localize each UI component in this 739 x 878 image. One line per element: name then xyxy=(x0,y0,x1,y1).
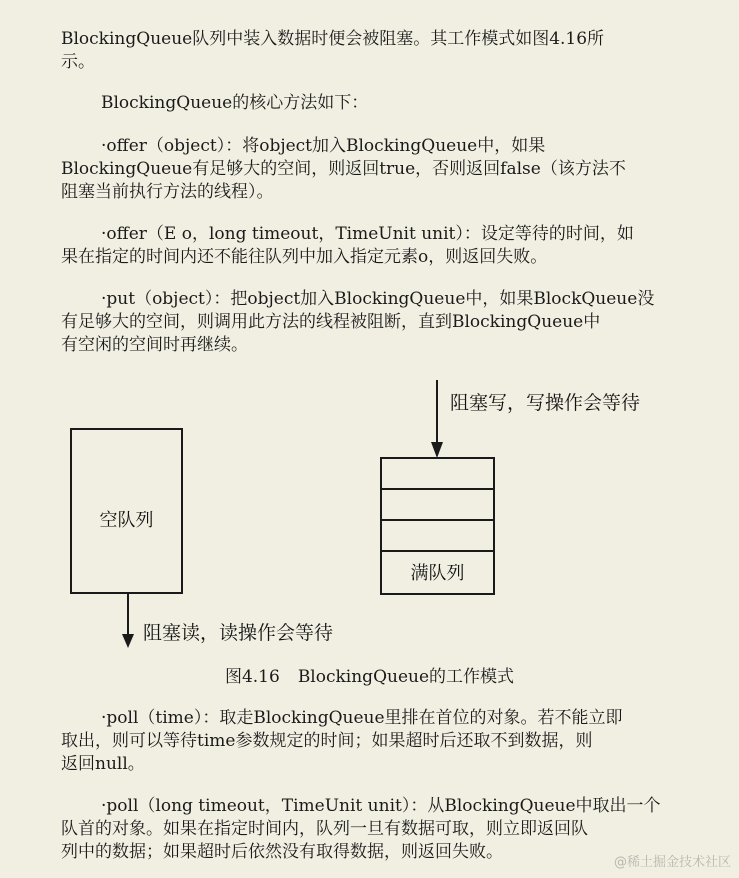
queue-slot xyxy=(382,521,493,552)
text-line: ·offer（object）：将object加入BlockingQueue中，如果 xyxy=(101,136,546,156)
text-line: 阻塞当前执行方法的线程）。 xyxy=(61,182,274,202)
caption-text: BlockingQueue的工作模式 xyxy=(297,667,515,687)
text-line: 有空闲的空间时再继续。 xyxy=(61,335,248,355)
queue-slot xyxy=(382,490,493,521)
watermark: @稀土掘金技术社区 xyxy=(613,855,731,870)
figure-caption xyxy=(0,662,739,687)
write-block-note: 阻塞写，写操作会等待 xyxy=(450,392,641,414)
write-arrow-icon xyxy=(427,380,447,458)
paragraph-poll-time xyxy=(61,707,677,776)
text-line: BlockingQueue有足够大的空间，则返回true，否则返回false（该方法不 xyxy=(61,159,626,179)
text-line: 果在指定的时间内还不能往队列中加入指定元素o，则返回失败。 xyxy=(61,247,548,267)
paragraph-poll-timeout xyxy=(61,795,677,864)
text-line: BlockingQueue的核心方法如下： xyxy=(101,93,369,113)
paragraph-offer-timeout xyxy=(61,223,677,269)
text-line: 返回null。 xyxy=(61,754,145,774)
text-line: 示。 xyxy=(61,52,95,72)
empty-queue-box xyxy=(70,428,183,594)
read-block-note: 阻塞读，读操作会等待 xyxy=(143,622,334,644)
paragraph-intro xyxy=(61,28,677,74)
empty-queue-label: 空队列 xyxy=(99,510,154,531)
full-queue-stack xyxy=(380,457,495,595)
paragraph-methods-intro xyxy=(61,92,677,115)
blocking-queue-figure xyxy=(0,370,739,650)
text-line: BlockingQueue队列中装入数据时便会被阻塞。其工作模式如图4.16所 xyxy=(61,29,605,49)
full-queue-label: 满队列 xyxy=(410,563,465,584)
caption-number: 图4.16 xyxy=(224,667,280,687)
text-line: 取出，则可以等待time参数规定的时间；如果超时后还取不到数据，则 xyxy=(61,731,593,751)
text-line: ·poll（time）：取走BlockingQueue里排在首位的对象。若不能立即 xyxy=(101,708,623,728)
text-line: 列中的数据；如果超时后依然没有取得数据，则返回失败。 xyxy=(61,842,503,862)
queue-slot xyxy=(382,459,493,490)
read-arrow-icon xyxy=(118,592,138,648)
text-line: ·offer（E o，long timeout，TimeUnit unit）：设定等待的时间，如 xyxy=(101,224,634,244)
paragraph-offer-object xyxy=(61,135,677,204)
paragraph-put-object xyxy=(61,288,677,357)
text-line: ·put（object）：把object加入BlockingQueue中，如果BlockQueue没 xyxy=(101,289,655,309)
text-line: ·poll（long timeout，TimeUnit unit）：从BlockingQueue中取出一个 xyxy=(101,796,661,816)
text-line: 有足够大的空间，则调用此方法的线程被阻断，直到BlockingQueue中 xyxy=(61,312,601,332)
text-line: 队首的对象。如果在指定时间内，队列一旦有数据可取，则立即返回队 xyxy=(61,819,588,839)
